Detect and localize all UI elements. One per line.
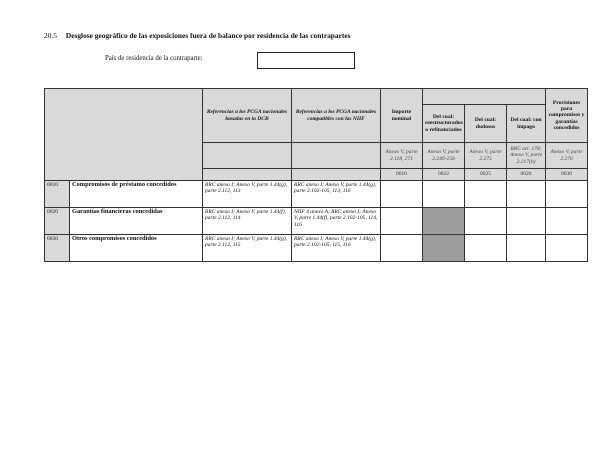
cell-impago[interactable] [507, 235, 546, 262]
header-provisiones: Provisiones para compromisos y garantías concedidos [546, 89, 588, 143]
cell-reestructurados[interactable] [423, 181, 465, 208]
row-ref-dcb: RRC anexo I; Anexo V, parte 1.44(g), parte 2.112, 115 [203, 235, 292, 262]
header-importe-nominal: Importe nominal [381, 89, 423, 143]
cell-importe[interactable] [381, 235, 423, 262]
header-impago: Del cual: con impago [507, 105, 546, 143]
ref-importe: Anexo V, parte 2.118, 271 [381, 143, 423, 169]
row-code: 0030 [45, 235, 70, 262]
row-label: Otros compromisos concedidos [70, 235, 203, 262]
header-blank-cell [45, 89, 203, 181]
row-ref-niif: RRC anexo I; Anexo V, parte 1.44(g), parte 2.102-105, 115, 116 [292, 235, 381, 262]
cell-provisiones[interactable] [546, 181, 588, 208]
country-input[interactable] [257, 52, 355, 69]
cell-reestructurados-disabled [423, 208, 465, 235]
ref-dudosos: Anexo V, parte 2.275 [465, 143, 507, 169]
code-importe: 0010 [381, 169, 423, 181]
cell-dudosos[interactable] [465, 208, 507, 235]
code-dudosos: 0025 [465, 169, 507, 181]
cell-provisiones[interactable] [546, 235, 588, 262]
row-ref-dcb: RRC anexo I; Anexo V, parte 1.44(g), parte 2.112, 113 [203, 181, 292, 208]
cell-impago[interactable] [507, 181, 546, 208]
code-ref-niif-blank [292, 169, 381, 181]
header-ref-dcb-blank [203, 143, 292, 169]
ref-reestructurados: Anexo V, parte 2.240-258 [423, 143, 465, 169]
code-provisiones: 0030 [546, 169, 588, 181]
section-number: 20.5 [44, 31, 57, 40]
country-label: País de residencia de la contraparte: [105, 55, 203, 62]
cell-provisiones[interactable] [546, 208, 588, 235]
cell-dudosos[interactable] [465, 181, 507, 208]
ref-provisiones: Anexo V, parte 2.276 [546, 143, 588, 169]
row-code: 0020 [45, 208, 70, 235]
header-ref-niif-blank [292, 143, 381, 169]
header-ref-niif: Referencias a los PCGA nacionales compatibles con las NIIF [292, 89, 381, 143]
ref-impago: RRC art. 178; Anexo V, parte 2.217(b) [507, 143, 546, 169]
code-ref-dcb-blank [203, 169, 292, 181]
section-header [44, 31, 351, 40]
header-dudosos: Del cual: dudosos [465, 105, 507, 143]
cell-reestructurados-disabled [423, 235, 465, 262]
cell-importe[interactable] [381, 181, 423, 208]
table-row [45, 235, 588, 262]
code-reestructurados: 0022 [423, 169, 465, 181]
header-ref-dcb: Referencias a los PCGA nacionales basadas en la DCB [203, 89, 292, 143]
table-row [45, 208, 588, 235]
row-label: Compromisos de préstamo concedidos [70, 181, 203, 208]
cell-dudosos[interactable] [465, 235, 507, 262]
row-ref-niif: NIIF 4 anexo A; RRC anexo I; Anexo V, parte 1.44(f), parte 2.102-105, 114, 116 [292, 208, 381, 235]
row-label: Garantías financieras concedidas [70, 208, 203, 235]
section-title: Desglose geográfico de las exposiciones fuera de balance por residencia de las contrapartes [65, 31, 351, 40]
table-row [45, 181, 588, 208]
row-ref-niif: RRC anexo I; Anexo V, parte 1.44(g), parte 2.102-105, 113, 116 [292, 181, 381, 208]
cell-importe[interactable] [381, 208, 423, 235]
cell-impago[interactable] [507, 208, 546, 235]
geographic-breakdown-table [44, 88, 588, 262]
header-del-cual-group [423, 89, 546, 105]
row-code: 0010 [45, 181, 70, 208]
row-ref-dcb: RRC anexo I; Anexo V, parte 1.44(f), parte 2.112, 114 [203, 208, 292, 235]
code-impago: 0026 [507, 169, 546, 181]
header-reestructurados: Del cual: reestructurados o refinanciados [423, 105, 465, 143]
